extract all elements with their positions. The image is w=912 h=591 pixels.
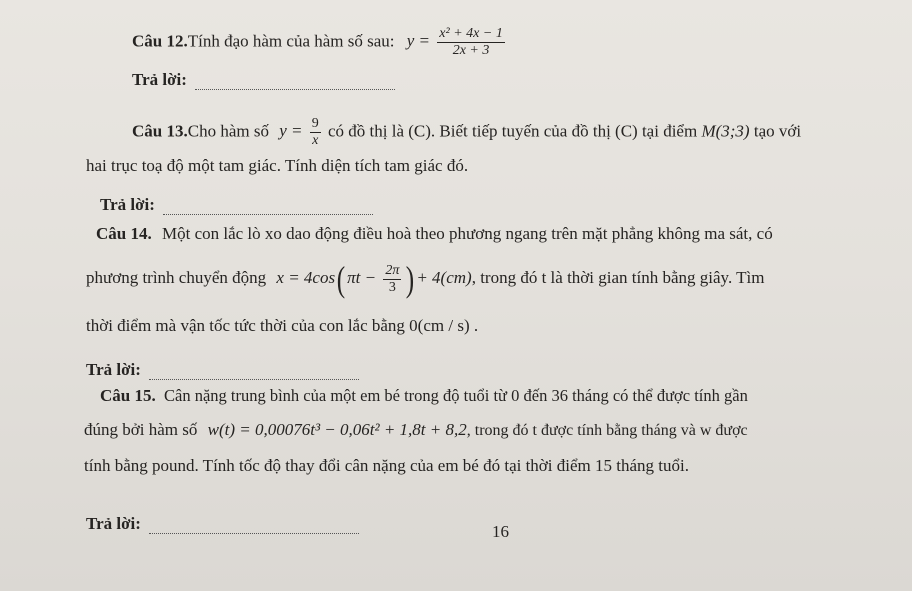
question-13-label: Câu 13. xyxy=(132,121,188,141)
question-14-eq-right: + 4(cm) xyxy=(416,268,472,287)
question-15-line-3: tính bằng pound. Tính tốc độ thay đổi cân nặng của em bé đó tại thời điểm 15 tháng tuổi. xyxy=(84,456,689,475)
question-15-answer-blank[interactable] xyxy=(149,531,359,534)
question-12-formula-lhs: y = xyxy=(406,31,431,51)
question-14-line-1 xyxy=(96,224,773,244)
question-14-answer-label: Trả lời: xyxy=(86,360,141,379)
question-13-answer xyxy=(100,195,373,215)
question-12-denominator: 2x + 3 xyxy=(452,43,490,58)
question-14-line-3: thời điểm mà vận tốc tức thời của con lắc bằng 0(cm / s) . xyxy=(86,316,479,335)
question-13-line-1 xyxy=(132,116,801,149)
question-13-answer-label: Trả lời: xyxy=(100,195,155,214)
question-13-fraction xyxy=(310,116,321,149)
question-15-answer-label: Trả lời: xyxy=(86,514,141,533)
question-13-text-c: tạo với xyxy=(753,121,802,141)
question-14-text-a: phương trình chuyển động xyxy=(86,268,267,287)
question-15-text-a: đúng bởi hàm số xyxy=(84,420,198,439)
question-15-text-b: , trong đó t được tính bằng tháng và w được xyxy=(466,422,748,439)
question-12-answer-label: Trả lời: xyxy=(132,70,187,89)
question-12-fraction xyxy=(437,26,505,59)
question-13-numerator: 9 xyxy=(311,116,319,131)
question-15-answer xyxy=(86,514,359,534)
question-13-text-a: Cho hàm số xyxy=(187,121,269,141)
question-14-eq-left: x = 4cos xyxy=(276,268,336,287)
question-12-answer xyxy=(132,70,395,90)
question-14-left-paren: ( xyxy=(336,259,346,300)
question-15-formula: w(t) = 0,00076t³ − 0,06t² + 1,8t + 8,2 xyxy=(207,420,467,439)
question-14-answer-blank[interactable] xyxy=(149,377,359,380)
question-14-label: Câu 14. xyxy=(96,224,152,243)
question-15-text-line-1: Cân nặng trung bình của một em bé trong độ tuổi từ 0 đến 36 tháng có thể được tính gần xyxy=(163,386,748,405)
question-14-text-line-1: Một con lắc lò xo dao động điều hoà theo phương ngang trên mặt phẳng không ma sát, có xyxy=(161,224,773,243)
question-14-fraction xyxy=(383,263,401,296)
question-15-line-2 xyxy=(84,420,748,441)
question-13-point: M(3;3) xyxy=(701,121,750,141)
question-13-formula-lhs: y = xyxy=(279,121,303,141)
page-number: 16 xyxy=(492,522,509,541)
question-12-numerator: x² + 4x − 1 xyxy=(439,26,503,41)
question-14-right-paren: ) xyxy=(406,259,415,300)
question-14-line-2 xyxy=(86,258,764,298)
question-12 xyxy=(132,26,508,59)
question-14-denominator: 3 xyxy=(388,279,396,295)
question-14-answer xyxy=(86,360,359,380)
question-14-eq-pi-t: πt − xyxy=(347,268,377,287)
question-13-answer-blank[interactable] xyxy=(163,212,373,215)
question-15-line-1 xyxy=(100,386,748,406)
question-14-numerator: 2π xyxy=(385,262,400,278)
question-13-line-2: hai trục toạ độ một tam giác. Tính diện tích tam giác đó. xyxy=(86,156,469,175)
question-13-denominator: x xyxy=(312,133,319,148)
question-12-text: Tính đạo hàm của hàm số sau: xyxy=(187,31,395,51)
question-12-answer-blank[interactable] xyxy=(195,87,395,90)
question-13-text-b: có đồ thị là (C). Biết tiếp tuyến của đồ thị (C) tại điểm xyxy=(328,121,698,141)
question-12-label: Câu 12. xyxy=(132,31,188,51)
question-15-label: Câu 15. xyxy=(100,386,156,405)
question-14-text-b: , trong đó t là thời gian tính bằng giây. Tìm xyxy=(471,268,765,287)
